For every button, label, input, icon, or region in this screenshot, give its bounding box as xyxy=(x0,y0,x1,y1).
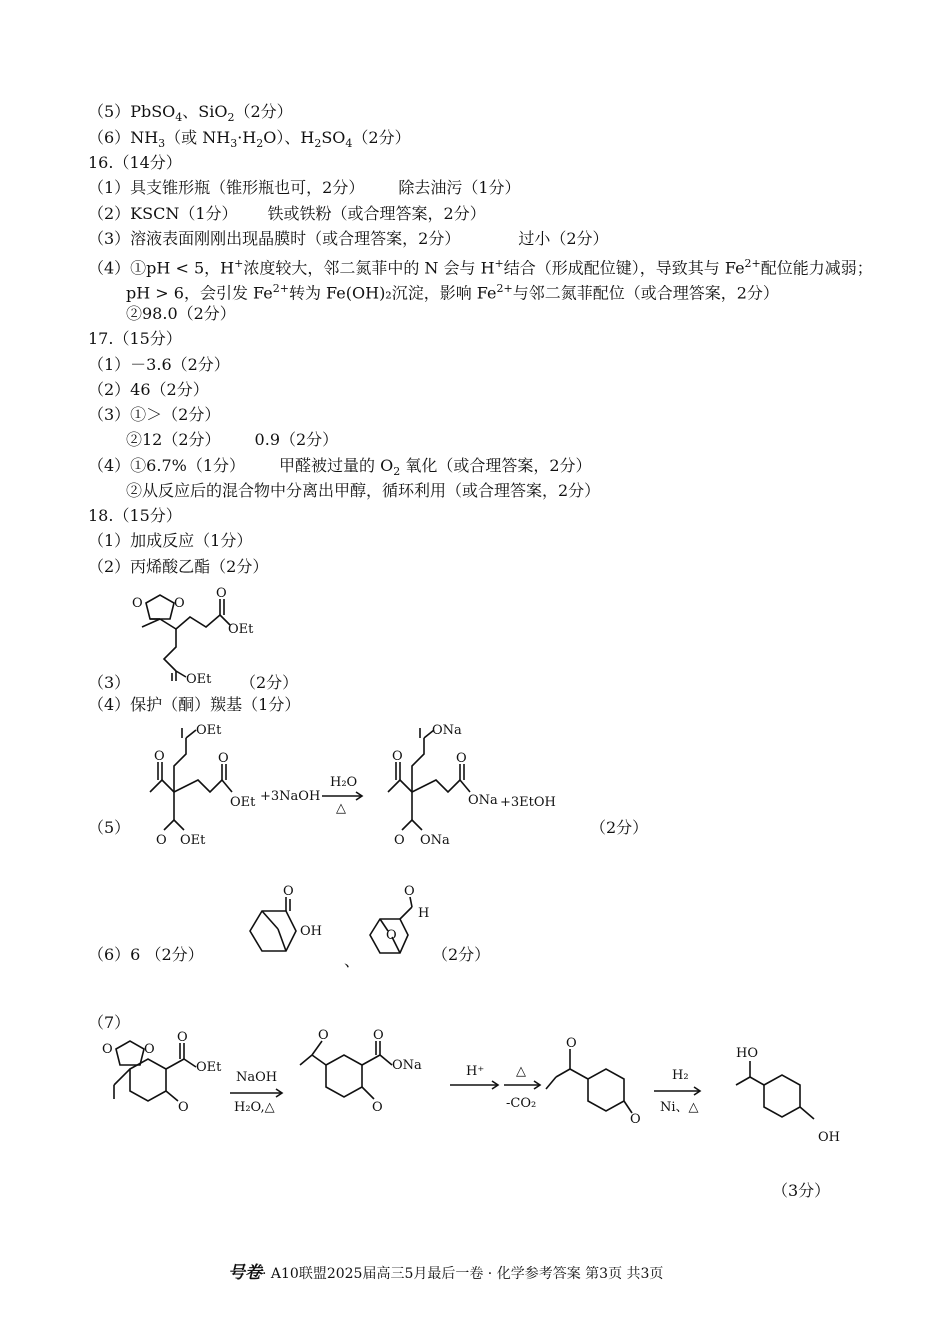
q18-part2: （2）丙烯酸乙酯（2分） xyxy=(88,557,269,576)
q17-part3-b xyxy=(126,430,338,450)
text: （2）KSCN（1分） xyxy=(88,204,238,223)
q16-part2 xyxy=(88,204,486,224)
carbonyl-bond xyxy=(402,820,412,830)
text: 铁或铁粉（或合理答案，2分） xyxy=(267,204,486,223)
question-16-header: 16.（14分） xyxy=(88,153,182,172)
start-ketal-ketoester xyxy=(102,1030,222,1115)
q18-part1: （1）加成反应（1分） xyxy=(88,531,253,550)
q17-part3-a: （3）①＞（2分） xyxy=(88,405,221,424)
bond xyxy=(460,780,470,792)
oxygen-atom: O xyxy=(394,833,405,848)
bond xyxy=(736,1077,750,1085)
subscript: 4 xyxy=(345,137,353,151)
bond xyxy=(400,780,412,792)
q18-part5-label: （5） xyxy=(88,818,131,837)
text: 与邻二氮菲配位（或合理答案，2分） xyxy=(512,283,779,303)
oxygen-atom: O xyxy=(154,749,165,764)
upper-chain xyxy=(174,738,186,792)
hydroxyl-label: HO xyxy=(736,1046,758,1061)
text: （或 NH xyxy=(165,128,231,147)
oxygen-atom: O xyxy=(132,596,143,611)
cyclohexane-ring xyxy=(130,1059,166,1101)
text: ·H xyxy=(237,128,257,147)
condition-water: H₂O xyxy=(330,775,358,790)
q16-part4-a xyxy=(88,254,873,278)
text: SO xyxy=(321,128,346,147)
bond xyxy=(184,1059,196,1067)
oxygen-atom: O xyxy=(404,884,415,899)
text: 氧化（或合理答案，2分） xyxy=(400,456,592,475)
middle-chain xyxy=(412,780,460,792)
score: （2分） xyxy=(234,102,293,121)
oxygen-atom: O xyxy=(630,1112,641,1127)
oxygen-atom: O xyxy=(566,1036,577,1051)
ethoxy-label: OEt xyxy=(186,672,212,687)
brand-logo: 号卷 xyxy=(228,1263,262,1283)
label: （5） xyxy=(88,102,131,121)
label: （6） xyxy=(88,128,131,147)
superscript: 2+ xyxy=(272,282,289,295)
hydrogen-label: H xyxy=(418,906,430,921)
q18-part7-score: （3分） xyxy=(772,1181,831,1200)
bond xyxy=(388,780,400,792)
product-trisodium-salt xyxy=(388,723,556,848)
text: 过小（2分） xyxy=(518,229,609,248)
condition-nickel-heat: Ni、△ xyxy=(660,1100,699,1115)
ethoxy-label: OEt xyxy=(228,622,254,637)
dioxolane-ring xyxy=(116,1041,144,1065)
superscript: 2+ xyxy=(496,282,513,295)
carbonyl-bond xyxy=(312,1041,322,1055)
condition-water-heat: H₂O,△ xyxy=(234,1100,275,1115)
carbonyl-bond xyxy=(362,1087,374,1099)
bond xyxy=(556,1069,570,1077)
text: 甲醛被过量的 O xyxy=(279,456,394,475)
text: （4）①6.7%（1分） xyxy=(88,456,246,475)
condition-hydrogen: H₂ xyxy=(672,1068,689,1083)
sodium-carboxylate-label: ONa xyxy=(468,793,498,808)
text: （1）具支锥形瓶（锥形瓶也可，2分） xyxy=(88,178,365,197)
bond xyxy=(174,820,184,830)
oxygen-atom: O xyxy=(156,833,167,848)
upper-chain xyxy=(176,615,220,629)
condition-naoh: NaOH xyxy=(236,1070,278,1085)
byproduct-ethanol: +3EtOH xyxy=(500,795,556,810)
subscript: 4 xyxy=(175,111,183,125)
oxygen-atom: O xyxy=(373,1028,384,1043)
subscript: 3 xyxy=(230,137,238,151)
text: 0.9（2分） xyxy=(254,430,339,449)
text: 结合（形成配位键），导致其与 Fe xyxy=(503,258,745,278)
bond xyxy=(546,1077,556,1089)
intermediate-diketone xyxy=(546,1036,641,1127)
question-17-header: 17.（15分） xyxy=(88,329,182,348)
text: 配位能力减弱； xyxy=(760,258,873,278)
bond xyxy=(380,1055,392,1065)
oxygen-atom: O xyxy=(283,884,294,899)
q17-part1: （1）－3.6（2分） xyxy=(88,355,230,374)
q17-part2: （2）46（2分） xyxy=(88,380,209,399)
text: （3）溶液表面刚刚出现晶膜时（或合理答案，2分） xyxy=(88,229,461,248)
condition-decarboxylation: -CO₂ xyxy=(506,1096,537,1111)
subscript: 3 xyxy=(158,137,166,151)
oxygen-atom: O xyxy=(218,751,229,766)
bond xyxy=(312,1055,326,1065)
q16-part1 xyxy=(88,178,521,198)
text: NH xyxy=(130,128,159,147)
sodium-carboxylate-label: ONa xyxy=(420,833,450,848)
score: （2分） xyxy=(352,128,411,147)
bond xyxy=(800,1107,814,1119)
answer-5 xyxy=(88,102,293,128)
oxygen-atom: O xyxy=(178,1100,189,1115)
bond xyxy=(166,1059,184,1069)
q18-part3-score: （2分） xyxy=(240,673,299,692)
q16-part3 xyxy=(88,229,609,249)
text: ②12（2分） xyxy=(126,430,221,449)
cyclohexanone-ring xyxy=(570,1069,624,1111)
page-footer xyxy=(228,1258,663,1283)
ethoxy-label: OEt xyxy=(180,833,206,848)
q17-part4-a xyxy=(88,456,592,482)
bicyclic-ring xyxy=(250,911,296,951)
carbonyl-bond xyxy=(164,820,174,830)
oxygen-atom: O xyxy=(102,1042,113,1057)
q18-part5-score: （2分） xyxy=(590,818,649,837)
subscript: 2 xyxy=(393,465,401,479)
subscript: 2 xyxy=(256,137,264,151)
oxygen-atom: O xyxy=(456,751,467,766)
text: 浓度较大，邻二氮菲中的 N 会与 H xyxy=(243,258,495,278)
text: 转为 Fe(OH)₂沉淀，影响 Fe xyxy=(288,283,497,303)
oxygen-atom: O xyxy=(386,928,397,943)
superscript: + xyxy=(494,257,504,270)
ethoxy-label: OEt xyxy=(196,723,222,738)
bond xyxy=(300,1055,312,1065)
q18-part6-label: （6）6 （2分） xyxy=(88,945,204,964)
subscript: 2 xyxy=(314,137,322,151)
text: O）、H xyxy=(263,128,315,147)
bond xyxy=(176,671,186,677)
q16-part4-c: ②98.0（2分） xyxy=(126,304,236,323)
text: pH > 6，会引发 Fe xyxy=(126,283,273,303)
bridge-bond xyxy=(262,911,278,929)
ethoxy-label: OEt xyxy=(230,795,256,810)
text: （4）①pH < 5，H xyxy=(88,258,235,278)
ethyl-bond xyxy=(114,1069,130,1085)
hydroxyl-label: OH xyxy=(818,1130,840,1145)
text: PbSO xyxy=(130,102,176,121)
footer-text: · A10联盟2025届高三5月最后一卷 · 化学参考答案 第3页 共3页 xyxy=(262,1266,664,1282)
condition-heat: △ xyxy=(516,1064,526,1079)
superscript: 2+ xyxy=(744,257,761,270)
bond xyxy=(222,780,232,792)
sodium-carboxylate-label: ONa xyxy=(392,1058,422,1073)
structure-bicyclic-ketone-alcohol xyxy=(240,884,340,965)
subscript: 2 xyxy=(227,111,235,125)
oxygen-atom: O xyxy=(372,1100,383,1115)
cyclohexane-ring xyxy=(764,1075,800,1117)
reactant-triester xyxy=(150,723,256,848)
oxygen-atom: O xyxy=(144,1042,155,1057)
q16-part4-b xyxy=(126,279,779,303)
oxygen-atom: O xyxy=(174,596,185,611)
synthesis-route-7 xyxy=(100,1028,860,1160)
middle-chain xyxy=(174,780,222,792)
oxygen-atom: O xyxy=(318,1028,329,1043)
dioxolane-ring xyxy=(146,595,174,619)
sodium-carboxylate-label: ONa xyxy=(432,723,462,738)
answer-6 xyxy=(88,128,411,154)
bond xyxy=(412,820,422,830)
condition-acid: H⁺ xyxy=(466,1064,485,1079)
q18-part6-score: （2分） xyxy=(432,945,491,964)
bond xyxy=(162,780,174,792)
final-diol xyxy=(736,1046,840,1145)
bond xyxy=(750,1077,764,1085)
intermediate-sodium-ketoester xyxy=(300,1028,422,1115)
q18-part3-label: （3） xyxy=(88,673,131,692)
text: 、SiO xyxy=(182,102,228,121)
ethoxy-label: OEt xyxy=(196,1060,222,1075)
carbonyl-bond xyxy=(166,1091,178,1101)
bond xyxy=(362,1055,380,1065)
methyl-bond xyxy=(142,619,160,627)
separator: 、 xyxy=(344,951,361,970)
superscript: + xyxy=(234,257,244,270)
bond xyxy=(150,780,162,792)
reagent-naoh: +3NaOH xyxy=(260,789,321,804)
bridge-bond xyxy=(278,929,286,951)
condition-heat: △ xyxy=(336,801,346,816)
hydroxyl-label: OH xyxy=(300,924,322,939)
cyclohexane-ring xyxy=(326,1055,362,1097)
oxygen-atom: O xyxy=(392,749,403,764)
q18-part7-label: （7） xyxy=(88,1013,131,1032)
upper-chain xyxy=(412,738,424,792)
q17-part4-b: ②从反应后的混合物中分离出甲醇，循环利用（或合理答案，2分） xyxy=(126,481,601,500)
oxygen-atom: O xyxy=(177,1030,188,1045)
question-18-header: 18.（15分） xyxy=(88,506,182,525)
reaction-5-scheme xyxy=(140,720,600,855)
bond xyxy=(160,619,176,629)
bond xyxy=(186,730,196,738)
structure-ketal-diester xyxy=(120,585,260,685)
structure-oxabicyclic-aldehyde xyxy=(362,884,437,965)
text: 除去油污（1分） xyxy=(398,178,521,197)
lower-chain xyxy=(164,629,176,671)
bond xyxy=(400,907,412,919)
oxygen-atom: O xyxy=(216,586,227,601)
q18-part4: （4）保护（酮）羰基（1分） xyxy=(88,695,301,714)
